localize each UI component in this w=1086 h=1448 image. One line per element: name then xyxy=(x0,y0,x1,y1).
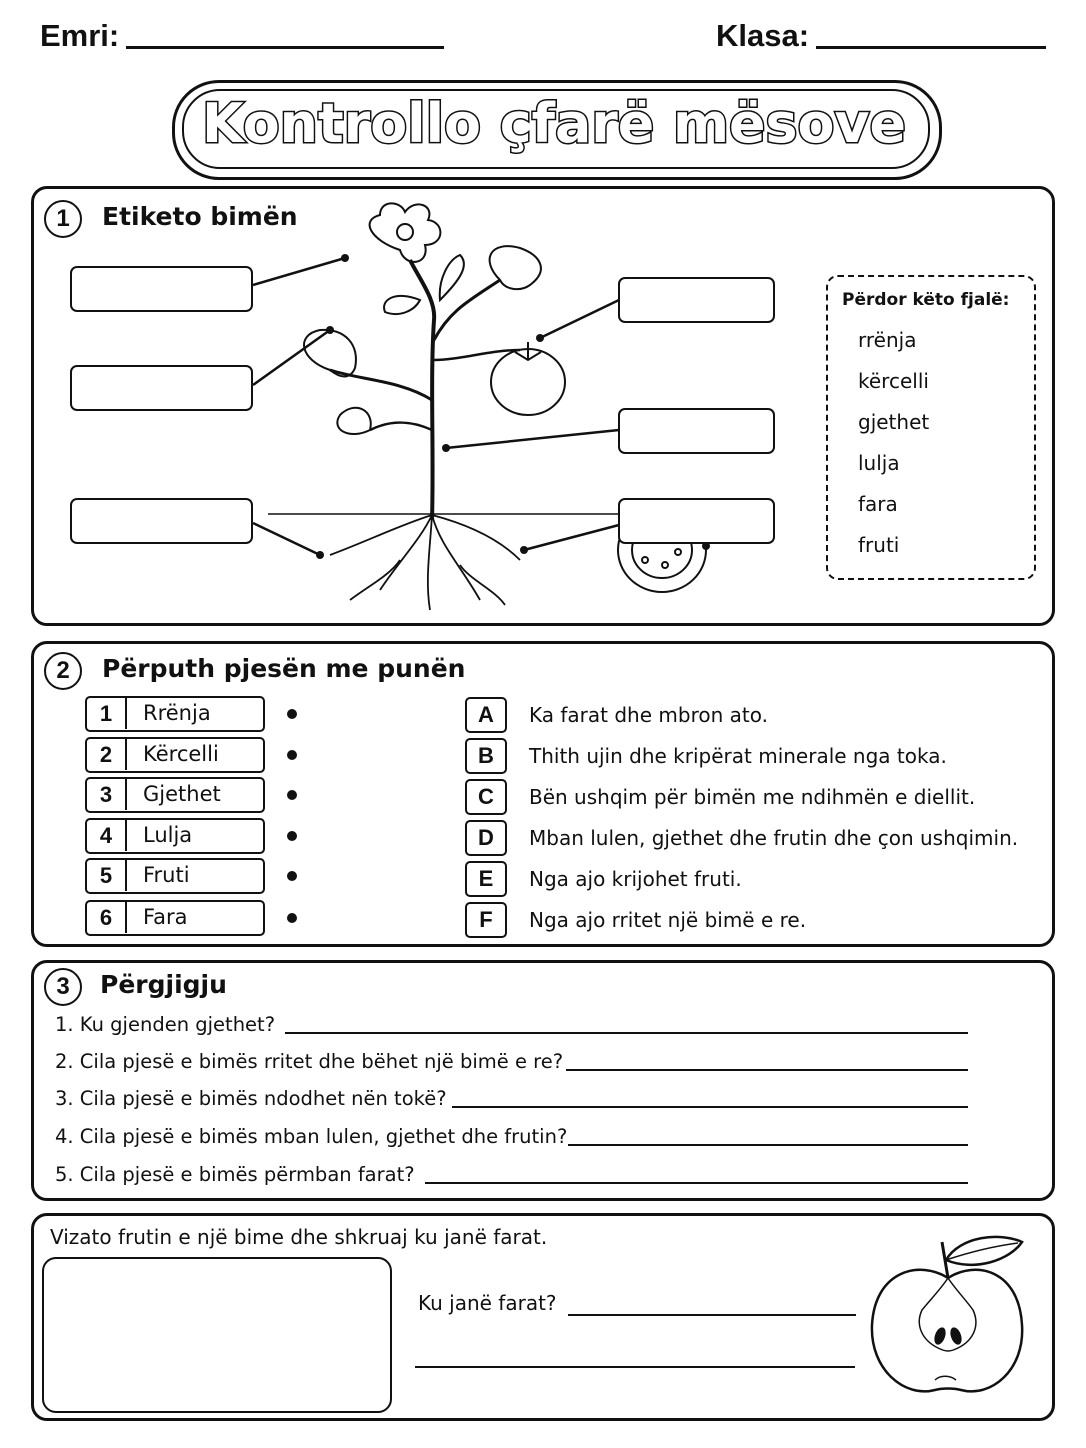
class-line[interactable] xyxy=(816,46,1046,49)
apple-seed-shape xyxy=(932,1326,948,1346)
part-number: 4 xyxy=(87,820,127,851)
definition-letter[interactable]: B xyxy=(465,738,507,774)
apple-outline-shape xyxy=(872,1270,1022,1392)
part-name: Fruti xyxy=(143,863,190,887)
match-dot[interactable] xyxy=(287,913,297,923)
definition-letter[interactable]: E xyxy=(465,861,507,897)
definition-letter[interactable]: D xyxy=(465,820,507,856)
word-bank-title: Përdor këto fjalë: xyxy=(842,290,1010,310)
definition-text: Mban lulen, gjethet dhe frutin dhe çon ushqimin. xyxy=(529,826,1019,850)
roots-shape xyxy=(330,515,520,610)
question-text: 1. Ku gjenden gjethet? xyxy=(55,1013,276,1036)
plant-illustration xyxy=(250,196,810,616)
part-item xyxy=(85,858,265,894)
part-number: 2 xyxy=(87,739,127,770)
part-item xyxy=(85,900,265,936)
class-label: Klasa: xyxy=(716,18,810,53)
part-number: 6 xyxy=(87,902,127,933)
answer-line[interactable] xyxy=(568,1144,968,1146)
seeds-answer-line-1[interactable] xyxy=(568,1314,856,1316)
part-name: Gjethet xyxy=(143,782,221,806)
title-svg xyxy=(172,80,936,174)
part-number: 3 xyxy=(87,779,127,810)
part-name: Lulja xyxy=(143,823,193,847)
part-item xyxy=(85,696,265,732)
question-text: 5. Cila pjesë e bimës përmban farat? xyxy=(55,1163,415,1186)
draw-instruction: Vizato frutin e një bime dhe shkruaj ku janë farat. xyxy=(50,1225,548,1249)
section1-number: 1 xyxy=(44,200,82,238)
definition-letter[interactable]: A xyxy=(465,697,507,733)
part-number: 1 xyxy=(87,698,127,729)
definition-text: Ka farat dhe mbron ato. xyxy=(529,703,768,727)
part-item xyxy=(85,777,265,813)
word-bank-item: lulja xyxy=(858,451,900,475)
answer-line[interactable] xyxy=(566,1069,968,1071)
section3-number: 3 xyxy=(44,968,82,1006)
page-title: Kontrollo çfarë mësove xyxy=(202,92,906,155)
question-text: 4. Cila pjesë e bimës mban lulen, gjethet dhe frutin? xyxy=(55,1125,568,1148)
definition-text: Thith ujin dhe kripërat minerale nga toka. xyxy=(529,744,947,768)
label-box-stem[interactable] xyxy=(618,408,775,454)
part-item xyxy=(85,818,265,854)
label-box-flower[interactable] xyxy=(70,266,253,312)
drawing-box[interactable] xyxy=(42,1257,392,1413)
question-text: 2. Cila pjesë e bimës rritet dhe bëhet një bimë e re? xyxy=(55,1050,564,1073)
label-box-leaves[interactable] xyxy=(70,365,253,411)
apple-leaf-shape xyxy=(946,1237,1022,1265)
definition-text: Nga ajo rritet një bimë e re. xyxy=(529,908,807,932)
label-box-fruit[interactable] xyxy=(618,277,775,323)
question-text: 3. Cila pjesë e bimës ndodhet nën tokë? xyxy=(55,1087,447,1110)
match-dot[interactable] xyxy=(287,750,297,760)
part-name: Fara xyxy=(143,905,188,929)
match-dot[interactable] xyxy=(287,709,297,719)
match-dot[interactable] xyxy=(287,871,297,881)
tomato-shape xyxy=(491,342,565,415)
name-line[interactable] xyxy=(126,46,444,49)
part-name: Kërcelli xyxy=(143,742,219,766)
section2-title: Përputh pjesën me punën xyxy=(102,654,466,683)
apple-seed-shape xyxy=(948,1326,964,1346)
section3-title: Përgjigju xyxy=(100,970,227,999)
word-bank-item: rrënja xyxy=(858,328,917,352)
flower-shape xyxy=(370,203,441,262)
definition-letter[interactable]: C xyxy=(465,779,507,815)
match-dot[interactable] xyxy=(287,790,297,800)
word-bank-item: fara xyxy=(858,492,898,516)
match-dot[interactable] xyxy=(287,831,297,841)
label-box-roots[interactable] xyxy=(70,498,253,544)
seeds-question: Ku janë farat? xyxy=(418,1291,557,1315)
part-number: 5 xyxy=(87,860,127,891)
part-name: Rrënja xyxy=(143,701,211,725)
definition-letter[interactable]: F xyxy=(465,902,507,938)
answer-line[interactable] xyxy=(452,1106,968,1108)
definition-text: Bën ushqim për bimën me ndihmën e diellit. xyxy=(529,785,976,809)
answer-line[interactable] xyxy=(285,1032,968,1034)
word-bank-item: kërcelli xyxy=(858,369,929,393)
section2-number: 2 xyxy=(44,652,82,690)
answer-line[interactable] xyxy=(425,1182,968,1184)
label-box-seed[interactable] xyxy=(618,498,775,544)
definition-text: Nga ajo krijohet fruti. xyxy=(529,867,742,891)
apple-illustration xyxy=(860,1230,1035,1405)
section1-title: Etiketo bimën xyxy=(102,202,298,231)
seeds-answer-line-2[interactable] xyxy=(415,1366,855,1368)
name-label: Emri: xyxy=(40,18,120,53)
part-item xyxy=(85,737,265,773)
word-bank-item: fruti xyxy=(858,533,900,557)
word-bank-item: gjethet xyxy=(858,410,930,434)
